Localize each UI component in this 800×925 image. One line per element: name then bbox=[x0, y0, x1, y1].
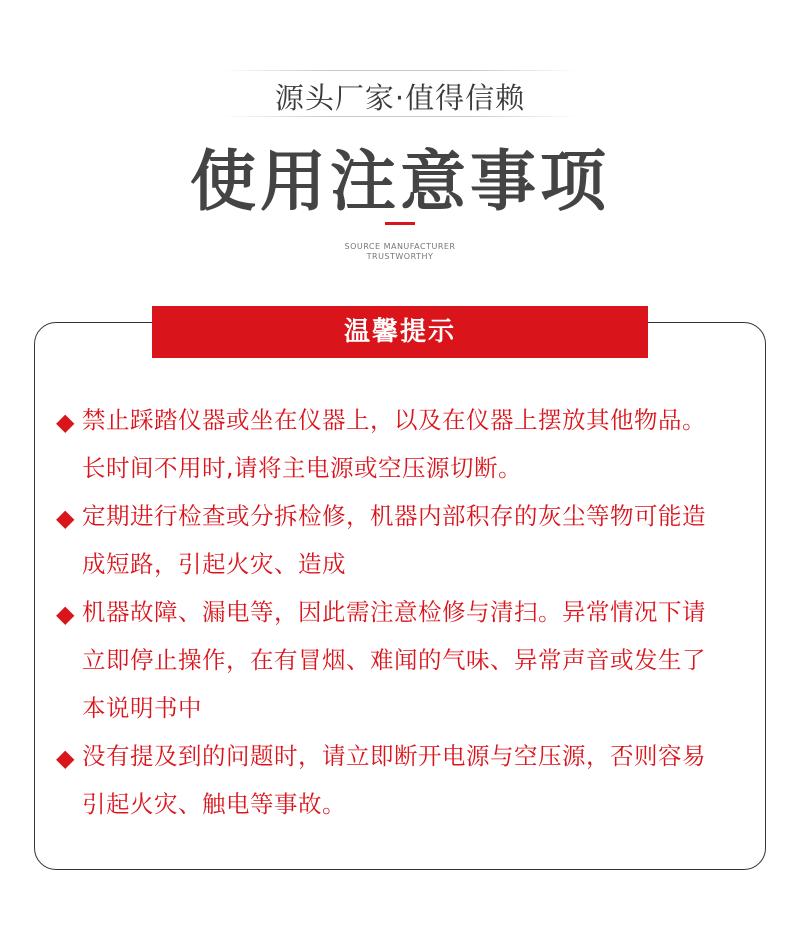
notice-item bbox=[56, 588, 746, 732]
notice-list bbox=[56, 396, 746, 828]
notice-line: 立即停止操作，在有冒烟、难闻的气味、异常声音或发生了 bbox=[82, 646, 706, 674]
notice-line: 长时间不用时,请将主电源或空压源切断。 bbox=[82, 454, 522, 482]
notice-item bbox=[56, 732, 746, 828]
notice-line: 定期进行检查或分拆检修，机器内部积存的灰尘等物可能造 bbox=[82, 502, 706, 530]
notice-line: 机器故障、漏电等，因此需注意检修与清扫。异常情况下请 bbox=[82, 598, 706, 626]
notice-line: 成短路，引起火灾、造成 bbox=[82, 550, 346, 578]
diamond-bullet-icon: ◆ bbox=[56, 504, 75, 532]
page-title: 使用注意事项 bbox=[190, 143, 610, 220]
diamond-bullet-icon: ◆ bbox=[56, 744, 75, 772]
notice-line: 引起火灾、触电等事故。 bbox=[82, 790, 346, 818]
notice-item bbox=[56, 396, 746, 492]
notice-line: 禁止踩踏仪器或坐在仪器上，以及在仪器上摆放其他物品。 bbox=[82, 406, 706, 434]
english-subtitle-line-1: SOURCE MANUFACTURER bbox=[344, 242, 456, 251]
notice-banner: 温馨提示 bbox=[152, 306, 648, 358]
bottom-rule bbox=[220, 116, 580, 117]
tagline: 源头厂家·值得信赖 bbox=[274, 81, 526, 115]
english-subtitle bbox=[0, 242, 800, 262]
english-subtitle-line-2: TRUSTWORTHY bbox=[366, 252, 434, 261]
notice-line: 本说明书中 bbox=[82, 694, 202, 722]
title-accent-dash bbox=[385, 222, 415, 225]
notice-item bbox=[56, 492, 746, 588]
diamond-bullet-icon: ◆ bbox=[56, 408, 75, 436]
top-rule bbox=[220, 70, 580, 71]
notice-line: 没有提及到的问题时，请立即断开电源与空压源，否则容易 bbox=[82, 742, 706, 770]
diamond-bullet-icon: ◆ bbox=[56, 600, 75, 628]
